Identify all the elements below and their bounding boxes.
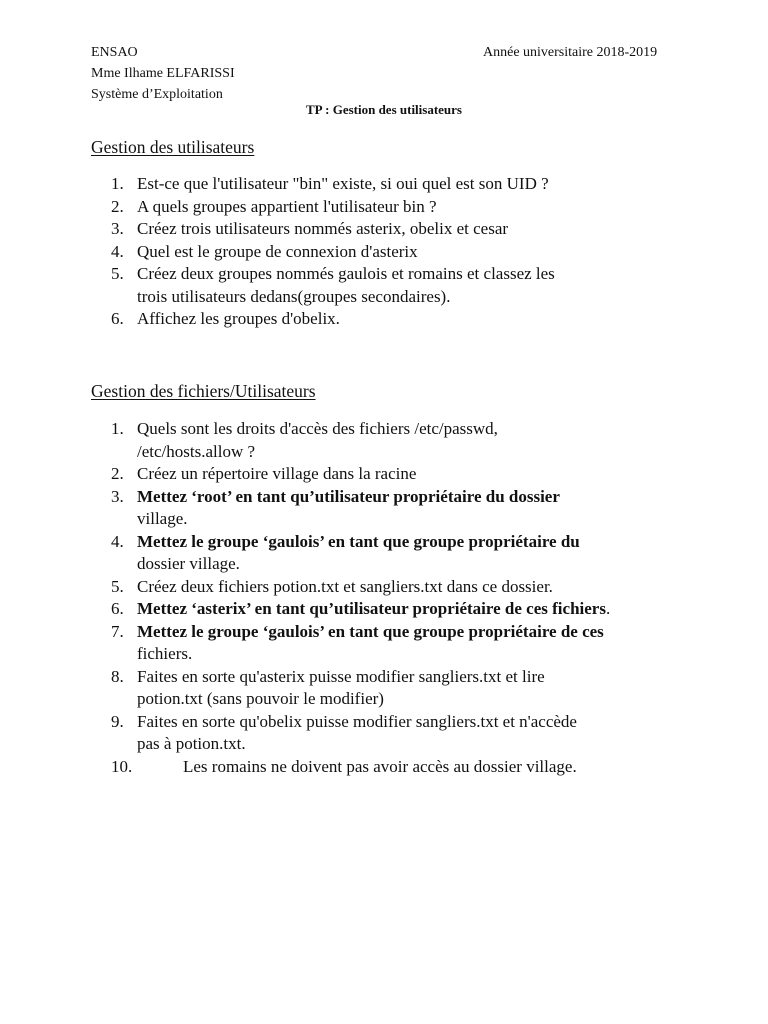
- question-item: [91, 756, 691, 779]
- question-bold-text: Mettez ‘root’ en tant qu’utilisateur propriétaire du dossier: [137, 486, 560, 506]
- question-number: 5.: [111, 576, 124, 596]
- question-item: [91, 531, 691, 576]
- question-number: 4.: [111, 241, 124, 261]
- question-text-line: fichiers.: [137, 644, 193, 663]
- question-number: 8.: [111, 666, 124, 686]
- question-text-line: Créez deux groupes nommés gaulois et romains et classez les: [137, 264, 555, 283]
- question-number: 2.: [111, 196, 124, 216]
- question-number: 9.: [111, 711, 124, 731]
- question-item: [91, 241, 691, 264]
- question-text-line: Affichez les groupes d'obelix.: [137, 309, 340, 328]
- question-number: 2.: [111, 464, 124, 483]
- question-text-line: pas à potion.txt.: [137, 734, 246, 753]
- question-item: [91, 308, 691, 331]
- question-text-line: Créez deux fichiers potion.txt et sangliers.txt dans ce dossier.: [137, 576, 553, 596]
- question-item: [91, 621, 691, 666]
- section-title-files: Gestion des fichiers/Utilisateurs: [91, 381, 316, 401]
- question-item: [91, 196, 691, 219]
- question-text-line: Créez trois utilisateurs nommés asterix, obelix et cesar: [137, 219, 509, 238]
- question-number: 1.: [111, 174, 124, 193]
- course-name: Système d’Exploitation: [91, 87, 223, 102]
- teacher-name: Mme Ilhame ELFARISSI: [91, 66, 235, 81]
- question-item: [91, 486, 691, 531]
- question-text-line: Est-ce que l'utilisateur "bin" existe, si oui quel est son UID ?: [137, 174, 549, 193]
- question-item: [91, 711, 691, 756]
- question-text-line: dossier village.: [137, 554, 240, 573]
- question-item: [91, 666, 691, 711]
- question-number: 10.: [111, 756, 133, 776]
- question-number: 7.: [111, 621, 124, 641]
- question-item: [91, 418, 691, 463]
- header-left: [91, 42, 235, 105]
- academic-year: Année universitaire 2018-2019: [483, 45, 658, 60]
- question-text-line: Créez un répertoire village dans la racine: [137, 464, 417, 483]
- school-name: ENSAO: [91, 45, 138, 60]
- question-item: [91, 598, 691, 621]
- question-number: 1.: [111, 419, 124, 438]
- question-number: 3.: [111, 486, 124, 506]
- question-number: 5.: [111, 264, 124, 283]
- question-number: 3.: [111, 219, 124, 238]
- question-text-line: Quels sont les droits d'accès des fichiers /etc/passwd,: [137, 419, 498, 438]
- question-number: 4.: [111, 531, 124, 551]
- question-item: [91, 218, 691, 241]
- question-number: 6.: [111, 309, 124, 328]
- question-item: [91, 576, 691, 599]
- document-title: TP : Gestion des utilisateurs: [305, 102, 462, 117]
- question-text-line: Quel est le groupe de connexion d'asterix: [137, 241, 418, 261]
- question-item: [91, 263, 691, 308]
- question-text-line: potion.txt (sans pouvoir le modifier): [137, 689, 384, 708]
- question-number: 6.: [111, 599, 124, 618]
- question-text-line: Les romains ne doivent pas avoir accès au dossier village.: [183, 756, 577, 776]
- question-item: [91, 173, 691, 196]
- question-bold-text: Mettez le groupe ‘gaulois’ en tant que groupe propriétaire du: [137, 531, 580, 551]
- users-question-list: [91, 173, 691, 331]
- question-bold-text: Mettez ‘asterix’ en tant qu’utilisateur propriétaire de ces fichiers: [137, 599, 606, 618]
- question-bold-text: Mettez le groupe ‘gaulois’ en tant que groupe propriétaire de ces: [137, 621, 604, 641]
- question-text-line: Faites en sorte qu'obelix puisse modifier sangliers.txt et n'accède: [137, 711, 577, 731]
- question-tail: .: [605, 599, 611, 618]
- question-text-line: A quels groupes appartient l'utilisateur bin ?: [137, 196, 437, 216]
- question-text-line: Faites en sorte qu'asterix puisse modifier sangliers.txt et lire: [137, 666, 545, 686]
- question-text-line: trois utilisateurs dedans(groupes secondaires).: [137, 286, 451, 306]
- question-text-line: village.: [137, 509, 188, 528]
- question-text-line: /etc/hosts.allow ?: [137, 441, 256, 461]
- question-item: [91, 463, 691, 486]
- files-question-list: [91, 418, 691, 778]
- section-title-users: Gestion des utilisateurs: [91, 137, 255, 157]
